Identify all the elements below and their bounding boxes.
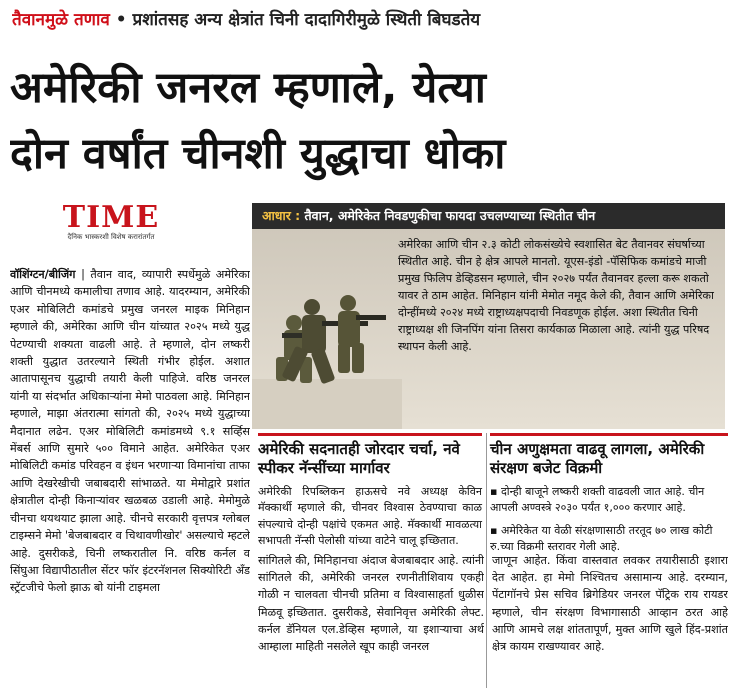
dateline: वॉशिंग्टन/बीजिंग	[10, 268, 76, 281]
time-logo-tagline: दैनिक भास्करशी विशेष करारांतर्गत	[67, 233, 155, 241]
lower-column-a: सांगितले की, मिनिहानचा अंदाज बेजबाबदार आहे. त्यांनी सांगितले की, अमेरिकी जनरल रणनीतीशिवाय एकही गोळी न चालवता चीनची प्रतिमा व विश्वासाहर्ता धुळीस मिळवू इच्छितात. दुसरीकडे, सेवानिवृत्त अमेरिकी लेफ्ट. कर्नल डॅनियल एल.डेव्हिस म्हणाले, या इशाऱ्याचा अर्थ आम्हाला माहिती नसलेले खूप काही जनरल	[258, 554, 484, 654]
budget-heading: चीन अणुक्षमता वाढवू लागला, अमेरिकी संरक्षण बजेट विक्रमी	[490, 433, 728, 478]
budget-box	[490, 433, 728, 553]
aadhar-label: आधार :	[262, 208, 301, 223]
headline-line-2: दोन वर्षांत चीनशी युद्धाचा धोका	[10, 129, 506, 179]
congress-body: अमेरिकी रिपब्लिकन हाऊसचे नवे अध्यक्ष केविन मॅक्कार्थी म्हणाले की, चीनवर विश्वास ठेवण्याचा काळ संपल्याचे दोन्ही पक्षांचे एकमत आहे. मॅक्कार्थी मावळत्या सभापती नॅन्सी पेलोसी यांच्या वाटेने चालू इच्छितात.	[258, 485, 482, 547]
lower-article	[258, 552, 728, 692]
lower-column-b: जाणून आहेत. किंवा वास्तवात लवकर तयारीसाठी इशारा देत आहेत. हा मेमो निश्चितच असामान्य आहे. दरम्यान, पेंटागॉनचे प्रेस सचिव ब्रिगेडियर जनरल पॅट्रिक राय रायडर म्हणाले, चीन संरक्षण विभागासाठी आव्हान ठरत आहे आणि आमचे लक्ष शांततापूर्ण, मुक्त आणि खुले हिंद-प्रशांत क्षेत्र कायम राखण्यावर आहे.	[492, 554, 728, 654]
main-article	[10, 266, 250, 690]
photo-caption: अमेरिका आणि चीन २.३ कोटी लोकसंख्येचे स्वशासित बेट तैवानवर संघर्षाच्या स्थितीत आहे. चीन हे क्षेत्र आपले मानतो. यूएस-इंडो -पॅसिफिक कमांडचे माजी प्रमुख फिलिप डेव्हिडसन म्हणाले, चीन २०२७ पर्यंत तैवानवर हल्ला करू शकतो यावर ते ठाम आहेत. मिनिहान यांनी मेमोत नमूद केले की, तैवान आणि अमेरिका दोन्हींमध्ये २०२४ मध्ये राष्ट्राध्यक्षपदाची निवडणूक होईल. अशा स्थितीत चिनी राष्ट्राध्यक्ष शी जिनपिंग यांना तिसरा कार्यकाळ मिळाला आहे. त्यांनी युद्ध परिषद स्थापन केली आहे.	[398, 238, 714, 353]
kicker-section: तैवानमुळे तणाव	[12, 10, 110, 30]
aadhar-bar	[252, 203, 725, 229]
aadhar-text: तैवान, अमेरिकेत निवडणुकीचा फायदा उचलण्याच्या स्थितीत चीन	[304, 208, 596, 223]
congress-box	[258, 433, 482, 553]
kicker	[12, 6, 724, 34]
time-logo-word: TIME	[62, 200, 160, 235]
budget-bullet-1: ▪ दोन्ही बाजूने लष्करी शक्ती वाढवली जात आहे. चीन आपली अण्वस्त्रे २०३० पर्यंत १,००० करणार आहे.	[490, 485, 705, 515]
congress-heading: अमेरिकी सदनातही जोरदार चर्चा, नवे स्पीकर नॅन्सींच्या मार्गावर	[258, 433, 482, 478]
main-article-body: | तैवान वाद, व्यापारी स्पर्धेमुळे अमेरिका आणि चीनमध्ये कमालीचा तणाव आहे. यादरम्यान, अमेरिकी एअर मोबिलिटी कमांडचे प्रमुख जनरल माइक मिनिहान म्हणाले की, अमेरिका आणि चीन यांच्यात २०२५ मध्ये युद्ध पेटण्याची शक्यता वाढली आहे. ते म्हणाले, दोन लष्करी शक्ती युद्धात उतरल्याने स्थिती गंभीर होईल. अशात आतापासूनच युद्धाची तयारी केली पाहिजे. वरिष्ठ जनरल यांनी या संदर्भात अधिकाऱ्यांना मेमो पाठवला आहे. मिनिहान म्हणाले, माझा अंतरात्मा सांगतो की, २०२५ मध्ये युद्धाच्या मैदानात लढेन. एअर मोबिलिटी कमांडमध्ये ९.१ सर्व्हिस मेंबर्स आणि सुमारे ५०० विमाने आहेत. अमेरिकेत एअर मोबिलिटी कमांड परिवहन व इंधन भरणाऱ्या विमानांचा ताफा आणि देखरेखीची जबाबदारी सांभाळते. या मेमोद्वारे प्रशांत क्षेत्रातील दोन्ही किनाऱ्यांवर खळबळ उडाली आहे. मेमोमुळे चीनचा थयथयाट झाला आहे. चीनचे सरकारी वृत्तपत्र ग्लोबल टाइम्सने मेमो 'बेजबाबदार व चिथावणीखोर' असल्याचे म्हटले आहे. दुसरीकडे, चिनी लष्करातील नि. वरिष्ठ कर्नल व सिंघुआ विद्यापीठातील सेंटर फॉर इंटरनॅशनल सिक्योरिटी अँड स्ट्रॅटजीचे फेलो झाऊ बो यांनी टाइमला	[10, 268, 250, 595]
kicker-text: • प्रशांतसह अन्य क्षेत्रांत चिनी दादागिरीमुळे स्थिती बिघडतेय	[115, 10, 481, 30]
budget-bullet-2: ▪ अमेरिकेत या वेळी संरक्षणासाठी तरतूद ७० लाख कोटी रु.च्या विक्रमी स्तरावर गेली आहे.	[490, 523, 713, 553]
time-logo	[56, 200, 166, 243]
headline-line-1: अमेरिकी जनरल म्हणाले, येत्या	[10, 63, 486, 113]
